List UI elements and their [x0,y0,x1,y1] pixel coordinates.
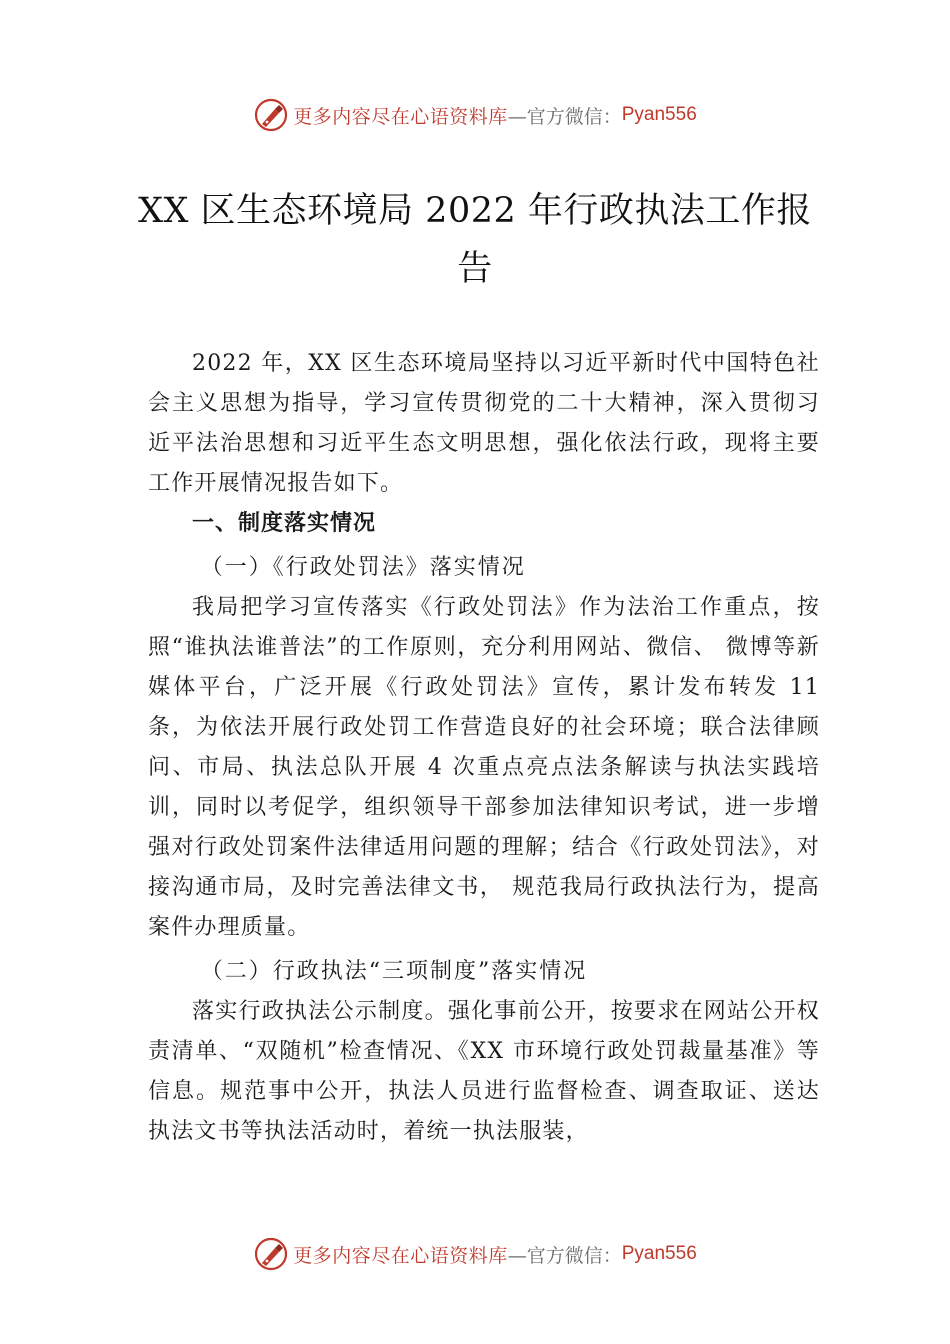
subsection-heading-2: （二）行政执法“三项制度”落实情况 [200,959,588,984]
footer-watermark-banner [0,1234,950,1274]
fountain-pen-logo-icon [253,97,289,133]
intro-paragraph: 2022 年，XX 区生态环境局坚持以习近平新时代中国特色社会主义思想为指导，学习宣传贯彻党的二十大精神，深入贯彻习近平法治思想和习近平生态文明思想，强化依法行政，现将主要工作开展情况报告如下。 [148,351,820,496]
fountain-pen-logo-icon [253,1236,289,1272]
header-watermark-banner [0,95,950,135]
banner-wechat-label: —官方微信： [507,105,622,128]
banner-wechat-label: —官方微信： [507,1244,622,1267]
document-title: XX 区生态环境局 2022 年行政执法工作报告 [138,191,812,289]
banner-wechat-id: Pyan556 [621,1243,697,1264]
banner-wechat-id: Pyan556 [621,104,697,125]
subsection-body-2: 落实行政执法公示制度。强化事前公开，按要求在网站公开权责清单、“双随机”检查情况、《XX 市环境行政处罚裁量基准》等信息。规范事中公开，执法人员进行监督检查、调查取证、送达执法文书等执法活动时，着统一执法服装， [148,999,820,1144]
banner-site-name: 更多内容尽在心语资料库 [293,105,508,128]
banner-site-name: 更多内容尽在心语资料库 [293,1244,508,1267]
section-heading-1: 一、制度落实情况 [192,511,377,536]
subsection-heading-1: （一）《行政处罚法》落实情况 [200,555,526,580]
document-body [148,344,820,1152]
subsection-body-1: 我局把学习宣传落实《行政处罚法》作为法治工作重点，按照“谁执法谁普法”的工作原则，充分利用网站、微信、 微博等新媒体平台，广泛开展《行政处罚法》宣传，累计发布转发 11 条，为依法开展行政处罚工作营造良好的社会环境；联合法律顾问、市局、执法总队开展 4 次重点亮点法条解读与执法实践培训，同时以考促学，组织领导干部参加法律知识考试，进一步增强对行政处罚案件法律适用问题的理解；结合《行政处罚法》，对接沟通市局，及时完善法律文书， 规范我局行政执法行为，提高案件办理质量。 [148,595,820,940]
